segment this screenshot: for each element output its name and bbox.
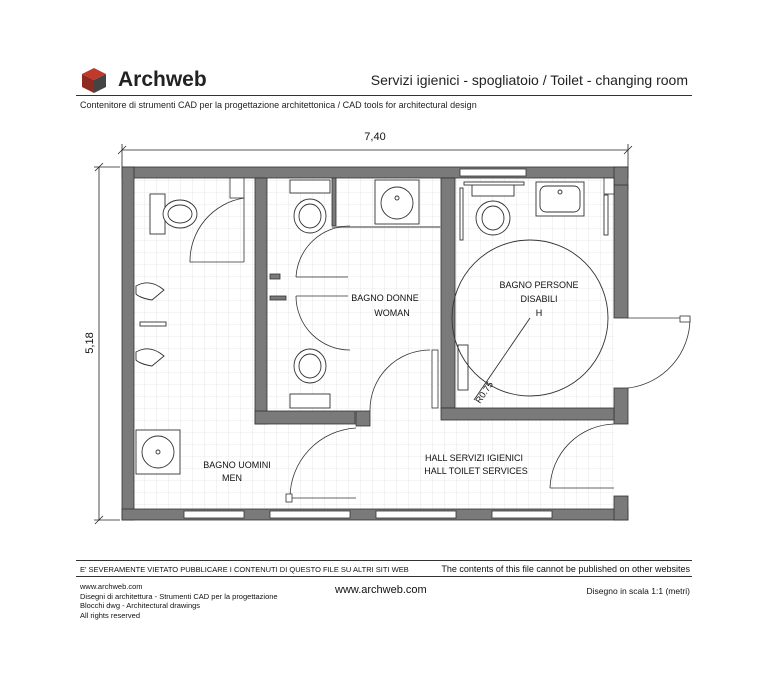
drawing-scale: Disegno in scala 1:1 (metri) <box>586 586 690 596</box>
men-label-it: BAGNO UOMINI <box>203 460 271 470</box>
page-title: Servizi igienici - spogliatoio / Toilet - changing room <box>370 72 688 88</box>
credit-line: All rights reserved <box>80 610 141 620</box>
disabled-label-it: BAGNO PERSONE <box>499 280 579 290</box>
disabled-symbol: H <box>535 308 543 318</box>
women-label-it: BAGNO DONNE <box>351 293 419 303</box>
women-label-en: WOMAN <box>374 308 410 318</box>
warning-italian: E' SEVERAMENTE VIETATO PUBBLICARE I CONTENUTI DI QUESTO FILE SU ALTRI SITI WEB <box>80 565 409 574</box>
warning-english: The contents of this file cannot be published on other websites <box>441 564 690 574</box>
dimension-width <box>118 144 632 168</box>
width-label: 7,40 <box>364 131 386 143</box>
credit-line[interactable]: www.archweb.com <box>80 582 143 591</box>
brand-name: Archweb <box>118 68 207 91</box>
credit-line: Blocchi dwg - Architectural drawings <box>80 601 201 610</box>
hall-label-en: HALL TOILET SERVICES <box>424 466 528 476</box>
dimension-height <box>94 163 120 524</box>
footer-credits <box>80 582 320 620</box>
radius-label: R0.75 <box>473 379 496 406</box>
credit-line: Disegni di architettura - Strumenti CAD per la progettazione <box>80 591 278 601</box>
footer-rule-top <box>76 560 692 561</box>
footer-site-link[interactable]: www.archweb.com <box>335 584 427 596</box>
page-subtitle: Contenitore di strumenti CAD per la progettazione architettonica / CAD tools for architectural design <box>80 100 477 110</box>
disabled-label-it-2: DISABILI <box>520 294 558 304</box>
footer-rule-bottom <box>76 576 692 577</box>
height-label: 5,18 <box>84 332 96 354</box>
hall-label-it: HALL SERVIZI IGIENICI <box>424 453 524 463</box>
men-label-en: MEN <box>222 473 242 483</box>
